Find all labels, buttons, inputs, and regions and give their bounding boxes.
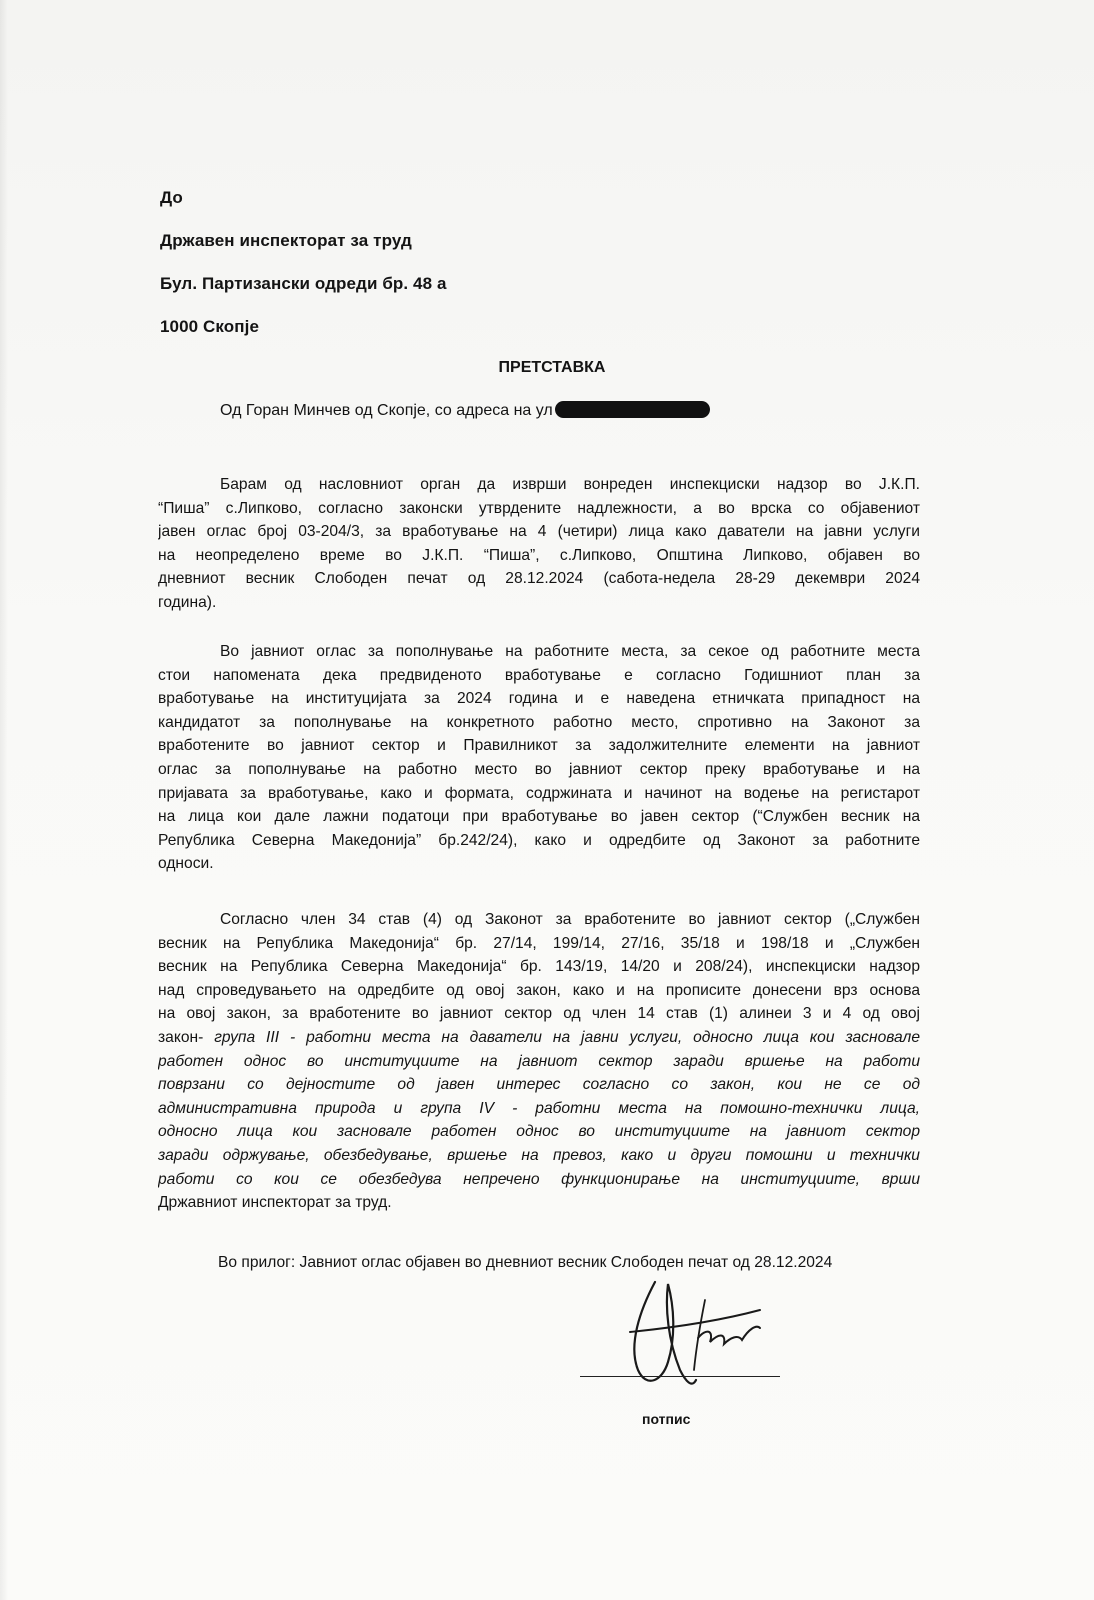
recipient-line-4: 1000 Скопје [160,317,260,336]
redacted-address [555,401,710,418]
paragraph-line: јавен оглас број 03-204/3, за вработување на 4 (четири) лица како даватели на јавни услуги [158,523,920,541]
paragraph-line: на неопределено време во Ј.К.П. “Пиша”, с.Липково, Општина Липково, објавен во [158,546,920,564]
paragraph-line: на овој закон, за вработените во јавниот сектор од член 14 став (1) алинеи 3 и 4 од овој [158,1005,920,1023]
paragraph-2 [158,640,920,876]
paragraph-line: поврзани со дејностите од јавен интерес согласно со закон, кои не се од [158,1076,920,1094]
paragraph-line: односи. [158,855,214,873]
paragraph-line: Барам од насловниот орган да изврши вонреден инспекциски надзор во Ј.К.П. [220,476,920,493]
paragraph-line: работен однос во институциите на јавниот сектор заради вршење на работи [158,1052,920,1070]
paragraph-line: вработување на институцијата за 2024 година и е наведена етничката припадност на [158,690,920,708]
paragraph-line: “Пиша” с.Липково, согласно законски утврдените надлежности, а во врска со објавениот [158,499,920,517]
paragraph-line: на лица кои дале лажни податоци при вработување во јавен сектор (“Службен весник на [158,808,920,826]
paragraph-line: Државниот инспекторат за труд. [158,1194,392,1212]
paragraph-line: Во јавниот оглас за пополнување на работните места, за секое од работните места [220,643,920,660]
paragraph-line: работи со кои се обезбедува непречено функционирање на институциите, врши [158,1170,920,1188]
paragraph-text: закон- [158,1028,204,1046]
sender-line [220,401,710,420]
paragraph-line: Република Северна Македонија” бр.242/24), како и одредбите од Законот за работните [158,831,920,849]
paragraph-line [158,1026,920,1050]
recipient-line-1: До [160,188,183,207]
paragraph-line: над спроведувањето на одредбите од овој закон, како и на прописите донесени врз основа [158,981,920,999]
document-title: ПРЕТСТАВКА [498,359,606,376]
paragraph-line: година). [158,593,217,611]
paragraph-italic-text: група III - работни места на даватели на јавни услуги, односно лица кои засновале [203,1028,920,1046]
paragraph-1 [158,473,920,615]
recipient-line-2: Државен инспекторат за труд [160,231,412,250]
paragraph-line: Согласно член 34 став (4) од Законот за вработените во јавниот сектор („Службен [220,911,920,928]
paragraph-line: оглас за пополнување на работно место во јавниот сектор преку вработување и на [158,760,920,778]
handwritten-signature [610,1270,780,1420]
paragraph-line: заради одржување, обезбедување, вршење на превоз, како и други помошни и технички [158,1146,920,1164]
paragraph-line: весник на Република Македонија“ бр. 27/14, 199/14, 27/16, 35/18 и 198/18 и „Службен [158,934,920,952]
paragraph-line: весник на Република Северна Македонија“ бр. 143/19, 14/20 и 208/24), инспекциски надзор [158,958,920,976]
paragraph-line: дневниот весник Слободен печат од 28.12.2024 (сабота-недела 28-29 декември 2024 [158,570,920,588]
sender-text: Од Горан Минчев од Скопје, со адреса на ул [220,402,553,419]
attachment-note: Во прилог: Јавниот оглас објавен во дневниот весник Слободен печат од 28.12.2024 [218,1254,833,1271]
paragraph-line: административна природа и група IV - работни места на помошно-технички лица, [158,1099,920,1117]
paragraph-line: пријавата за вработување, како и формата, содржината и начинот на водење на регистарот [158,784,920,802]
paragraph-line: односно лица кои засновале работен однос во институциите на јавниот сектор [158,1123,920,1141]
recipient-line-3: Бул. Партизански одреди бр. 48 а [160,274,447,293]
paragraph-line: стои напомената дека предвиденото вработување е согласно Годишниот план за [158,666,920,684]
signature-line [580,1376,780,1377]
page-edge-shadow [0,0,8,1600]
paragraph-line: кандидатот за пополнување на конкретното работно место, спротивно на Законот за [158,713,920,731]
paragraph-line: вработените во јавниот сектор и Правилникот за задолжителните елементи на јавниот [158,737,920,755]
signature-label: потпис [642,1411,691,1427]
paragraph-3 [158,908,920,1215]
